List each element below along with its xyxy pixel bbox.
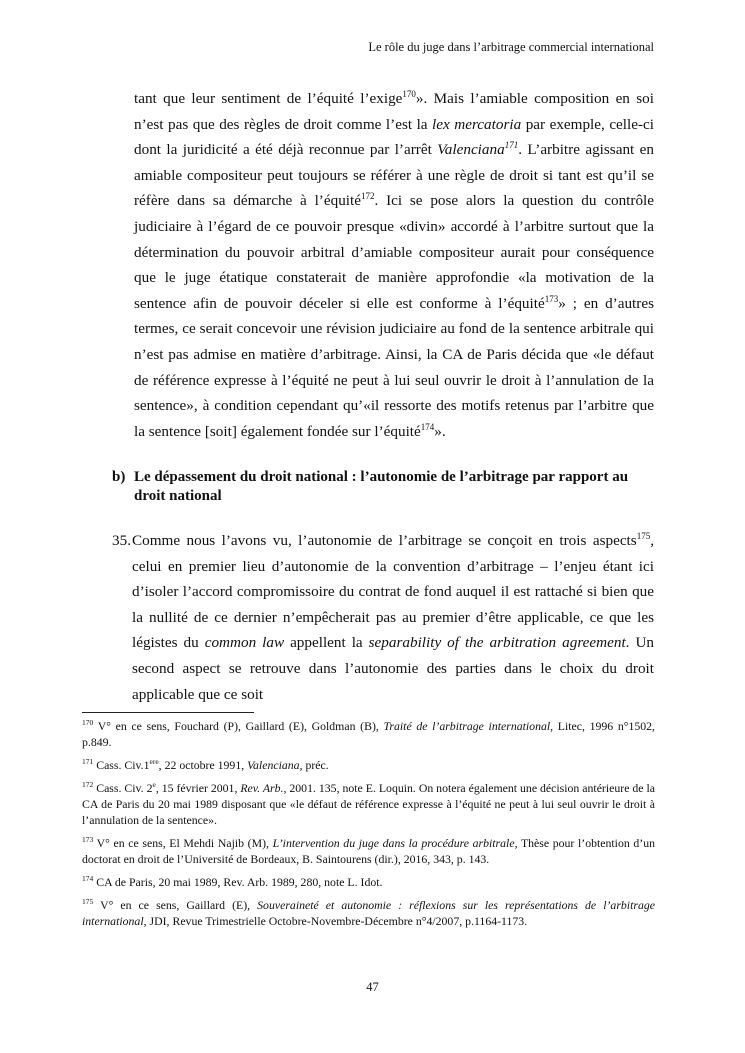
footnotes [82,718,655,936]
footnote-175: $^{175}$ V° en ce sens, Gaillard (E), Souveraineté et autonomie : réflexions sur les représentations de l’arbitrage international, JDI, Revue Trimestrielle Octobre-Novembre-Décembre n°4/2007, p.1164-1173. [82,897,655,928]
footnote-ref-173[interactable]: 173 [544,293,559,304]
footnote-172: $^{172}$ Cass. Civ. 2e, 15 février 2001, Rev. Arb., 2001. 135, note E. Loquin. On notera également une décision antérieure de la CA de Paris du 20 mai 1989 disposant que «le défaut de référence expresse à l’équité ne peut à lui seul ouvrir le droit à l’annulation de la sentence». [82,780,655,827]
paragraph-number: 35. [112,532,131,549]
subheading-letter: b) [112,469,126,485]
paragraph-continued: tant que leur sentiment de l’équité l’exige$^{170}$». Mais l’amiable composition en soi n’est pas que des règles de droit comme l’est la lex mercatoria par exemple, celle-ci dont la juridicité a été déjà reconnue par l’arrêt Valenciana$^{171}$. L’arbitre agissant en amiable compositeur peut toujours se référer à une règle de droit si tant est qu’il se réfère dans sa démarche à l’équité$^{172}$. Ici se pose alors la question du contrôle judiciaire à l’égard de ce pouvoir presque «divin» accordé à l’arbitre surtout que la détermination du pouvoir arbitral d’amiable compositeur aurait pour conséquence que le juge étatique constaterait de manière approfondie «la motivation de la sentence afin de pouvoir déceler si elle est conforme à l’équité$^{173}$» ; en d’autres termes, ce serait concevoir une révision judiciaire au fond de la sentence arbitrale qui n’est pas admise en matière d’arbitrage. Ainsi, la CA de Paris décida que «le défaut de référence expresse à l’équité ne peut à lui seul ouvrir le droit à l’annulation de la sentence», à condition cependant qu’«il ressorte des motifs retenus par l’arbitre que la sentence [soit] également fondée sur l’équité$^{174}$». [134,88,654,440]
footnote-ref-175[interactable]: 175 [636,530,651,541]
section-subheading [112,468,657,506]
footnote-ref-174[interactable]: 174 [420,421,435,432]
footnote-170: $^{170}$ V° en ce sens, Fouchard (P), Gaillard (E), Goldman (B), Traité de l’arbitrage international, Litec, 1996 n°1502, p.849. [82,718,655,749]
footnote-ref-170[interactable]: 170 [402,88,416,99]
footnote-ref-171[interactable]: 171 [504,140,519,151]
paragraph-35 [112,528,654,707]
running-header: Le rôle du juge dans l’arbitrage commercial international [368,40,654,54]
footnote-ref-172[interactable]: 172 [360,191,375,202]
footnote-separator [82,712,254,713]
footnote-173: $^{173}$ V° en ce sens, El Mehdi Najib (M), L’intervention du juge dans la procédure arbitrale, Thèse pour l’obtention d’un doctorat en droit de l’Université de Bordeaux, B. Saintourens (dir.), 2016, 343, p. 143. [82,835,656,866]
subheading-text: Le dépassement du droit national : l’autonomie de l’arbitrage par rapport au droit national [134,469,629,504]
footnote-171: $^{171}$ Cass. Civ.1ere, 22 octobre 1991, Valenciana, préc. [82,757,329,772]
page-number: 47 [366,980,379,994]
footnote-174: $^{174}$ CA de Paris, 20 mai 1989, Rev. Arb. 1989, 280, note L. Idot. [82,874,383,889]
paragraph-35-text: Comme nous l’avons vu, l’autonomie de l’arbitrage se conçoit en trois aspects$^{175}$, celui en premier lieu d’autonomie de la convention d’arbitrage – l’enjeu étant ici d’isoler l’accord compromissoire du contrat de fond auquel il est rattaché si bien que la nullité de ce dernier n’empêcherait pas au premier d’être applicable, ce que les légistes du common law appellent la separability of the arbitration agreement. Un second aspect se retrouve dans l’autonomie des parties dans le choix du droit applicable que ce soit [132,530,655,703]
